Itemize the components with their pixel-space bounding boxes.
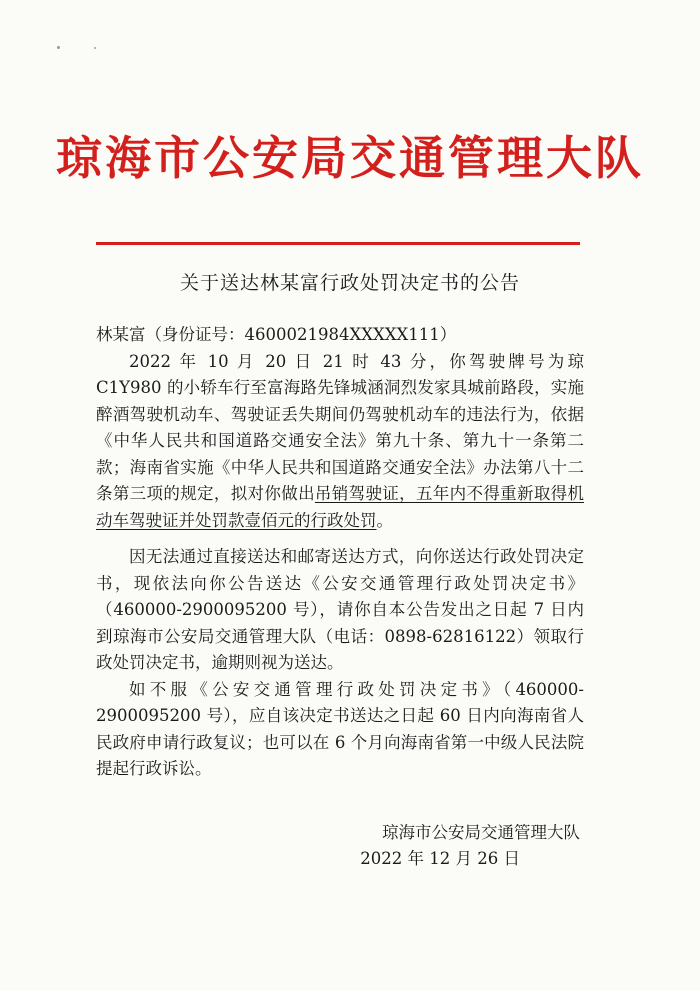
- paragraph-gap: [96, 534, 584, 544]
- paragraph-violation: [96, 349, 584, 535]
- addressee-line: 林某富（身份证号：4600021984XXXXX111）: [96, 325, 457, 344]
- paragraph-violation-end: 。: [376, 510, 393, 530]
- signature-org: 琼海市公安局交通管理大队: [382, 823, 580, 842]
- signature-date: 2022 年 12 月 26 日: [360, 849, 520, 868]
- letterhead-title: 琼海市公安局交通管理大队: [56, 131, 644, 185]
- scan-speck: [94, 47, 96, 49]
- letterhead-red-rule: [96, 242, 580, 245]
- document-title: 关于送达林某富行政处罚决定书的公告: [179, 272, 520, 294]
- penalty-underlined: 吊销驾驶证，五年内不得重新取得机动车驾驶证并处罚款壹佰元的行政处罚: [96, 484, 585, 530]
- paragraph-violation-text: 2022 年 10 月 20 日 21 时 43 分，你驾驶牌号为琼 C1Y980 的小轿车行至富海路先锋城涵洞烈发家具城前路段，实施醉酒驾驶机动车、驾驶证丢失期间仍驾驶机动车的违法行为，依据《中华人民共和国道路交通安全法》第九十条、第九十一条第二款；海南省实施《中华人民共和国道路交通安全法》办法第八十二条第三项的规定，拟对你做出: [96, 351, 584, 503]
- signature-block: [0, 820, 580, 872]
- paragraph-service-notice: 因无法通过直接送达和邮寄送达方式，向你送达行政处罚决定书，现依法向你公告送达《公安交通管理行政处罚决定书》（460000-2900095200 号），请你自本公告发出之日起 7 日内到琼海市公安局交通管理大队（电话：0898-62816122）领取行政处罚决定书，逾期则视为送达。: [96, 547, 584, 672]
- document-body: [96, 322, 584, 783]
- scan-speck: [57, 46, 60, 49]
- paragraph-appeal-rights: 如不服《公安交通管理行政处罚决定书》（460000-2900095200 号），应自该决定书送达之日起 60 日内向海南省人民政府申请行政复议；也可以在 6 个月向海南省第一中级人民法院提起行政诉讼。: [96, 679, 584, 778]
